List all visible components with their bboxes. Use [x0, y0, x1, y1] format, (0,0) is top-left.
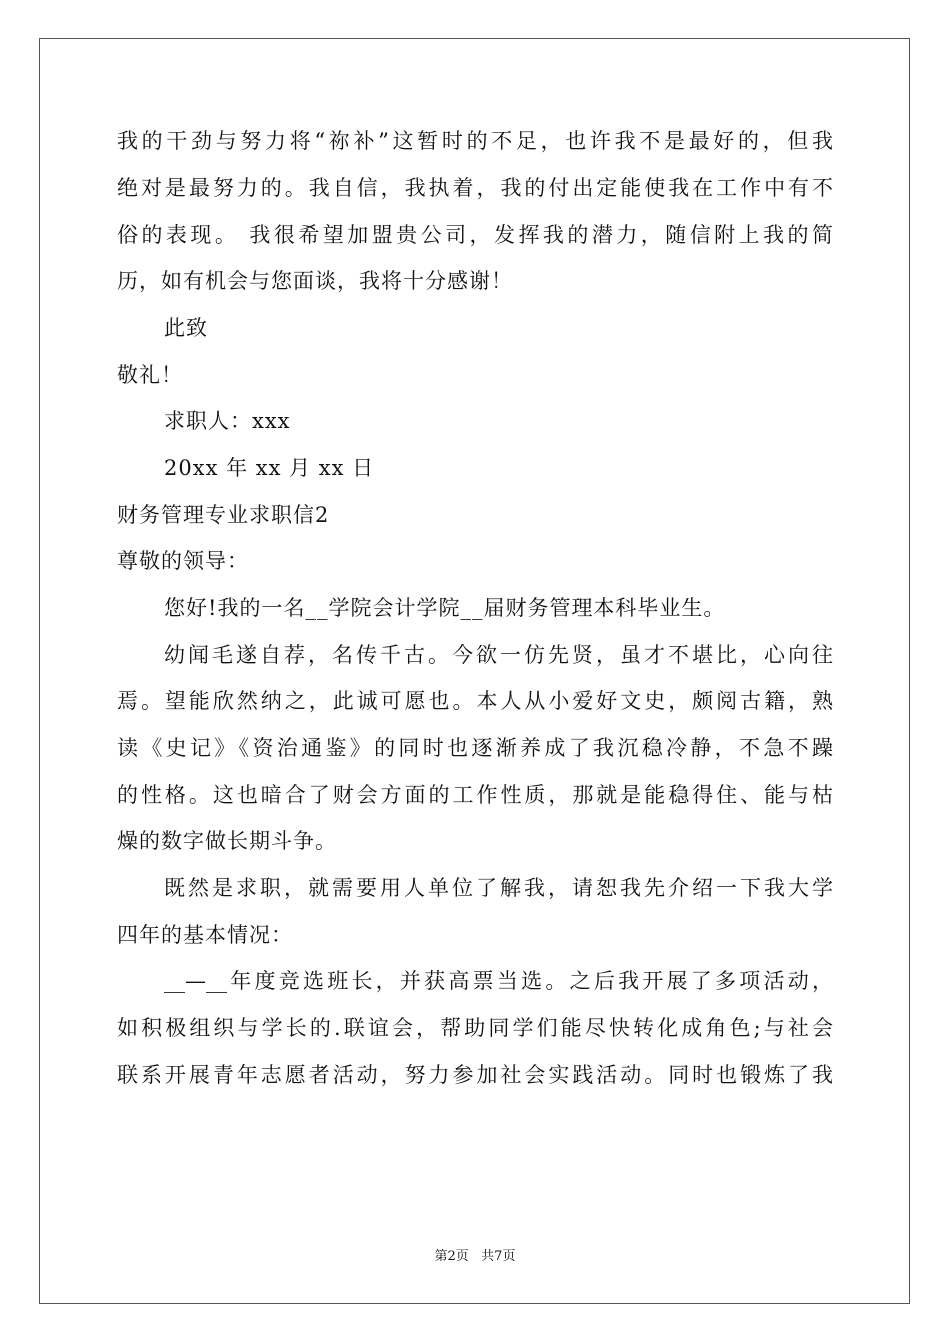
paragraph-line: 历，如有机会与您面谈，我将十分感谢！	[117, 269, 513, 293]
paragraph-line: 幼闻毛遂自荐，名传千古。今欲一仿先贤，虽才不堪比，心向往	[164, 643, 833, 667]
paragraph-line: 我的干劲与努力将“祢补”这暂时的不足，也许我不是最好的，但我	[117, 129, 833, 153]
paragraph-line: 读《史记》《资治通鉴》的同时也逐渐养成了我沉稳冷静，不急不躁	[117, 736, 833, 760]
letter-date: 20xx 年 xx 月 xx 日	[164, 456, 375, 480]
paragraph-line: 燥的数字做长期斗争。	[117, 829, 337, 853]
applicant-signature: 求职人：xxx	[164, 409, 291, 433]
paragraph-line: 如积极组织与学长的.联谊会，帮助同学们能尽快转化成角色;与社会	[117, 1016, 833, 1040]
paragraph-line: 四年的基本情况：	[117, 923, 293, 947]
paragraph-line: 的性格。这也暗合了财会方面的工作性质，那就是能稳得住、能与枯	[117, 783, 833, 807]
closing-regards: 敬礼！	[117, 363, 183, 387]
greeting: 尊敬的领导：	[117, 549, 249, 573]
paragraph-line: 绝对是最努力的。我自信，我执着，我的付出定能使我在工作中有不	[117, 176, 833, 200]
paragraph-line: 既然是求职，就需要用人单位了解我，请恕我先介绍一下我大学	[164, 876, 833, 900]
closing-salutation: 此致	[164, 316, 208, 340]
paragraph-line: 您好!我的一名__学院会计学院__届财务管理本科毕业生。	[164, 596, 726, 620]
page-number-footer: 第2页 共7页	[434, 1249, 516, 1264]
letter-title: 财务管理专业求职信2	[117, 503, 330, 527]
paragraph-line: 联系开展青年志愿者活动，努力参加社会实践活动。同时也锻炼了我	[117, 1063, 833, 1087]
paragraph-line: __—__年度竞选班长，并获高票当选。之后我开展了多项活动，	[164, 969, 833, 993]
paragraph-line: 俗的表现。 我很希望加盟贵公司，发挥我的潜力，随信附上我的简	[117, 223, 833, 247]
paragraph-line: 焉。望能欣然纳之，此诚可愿也。本人从小爱好文史，颇阅古籍，熟	[117, 689, 833, 713]
